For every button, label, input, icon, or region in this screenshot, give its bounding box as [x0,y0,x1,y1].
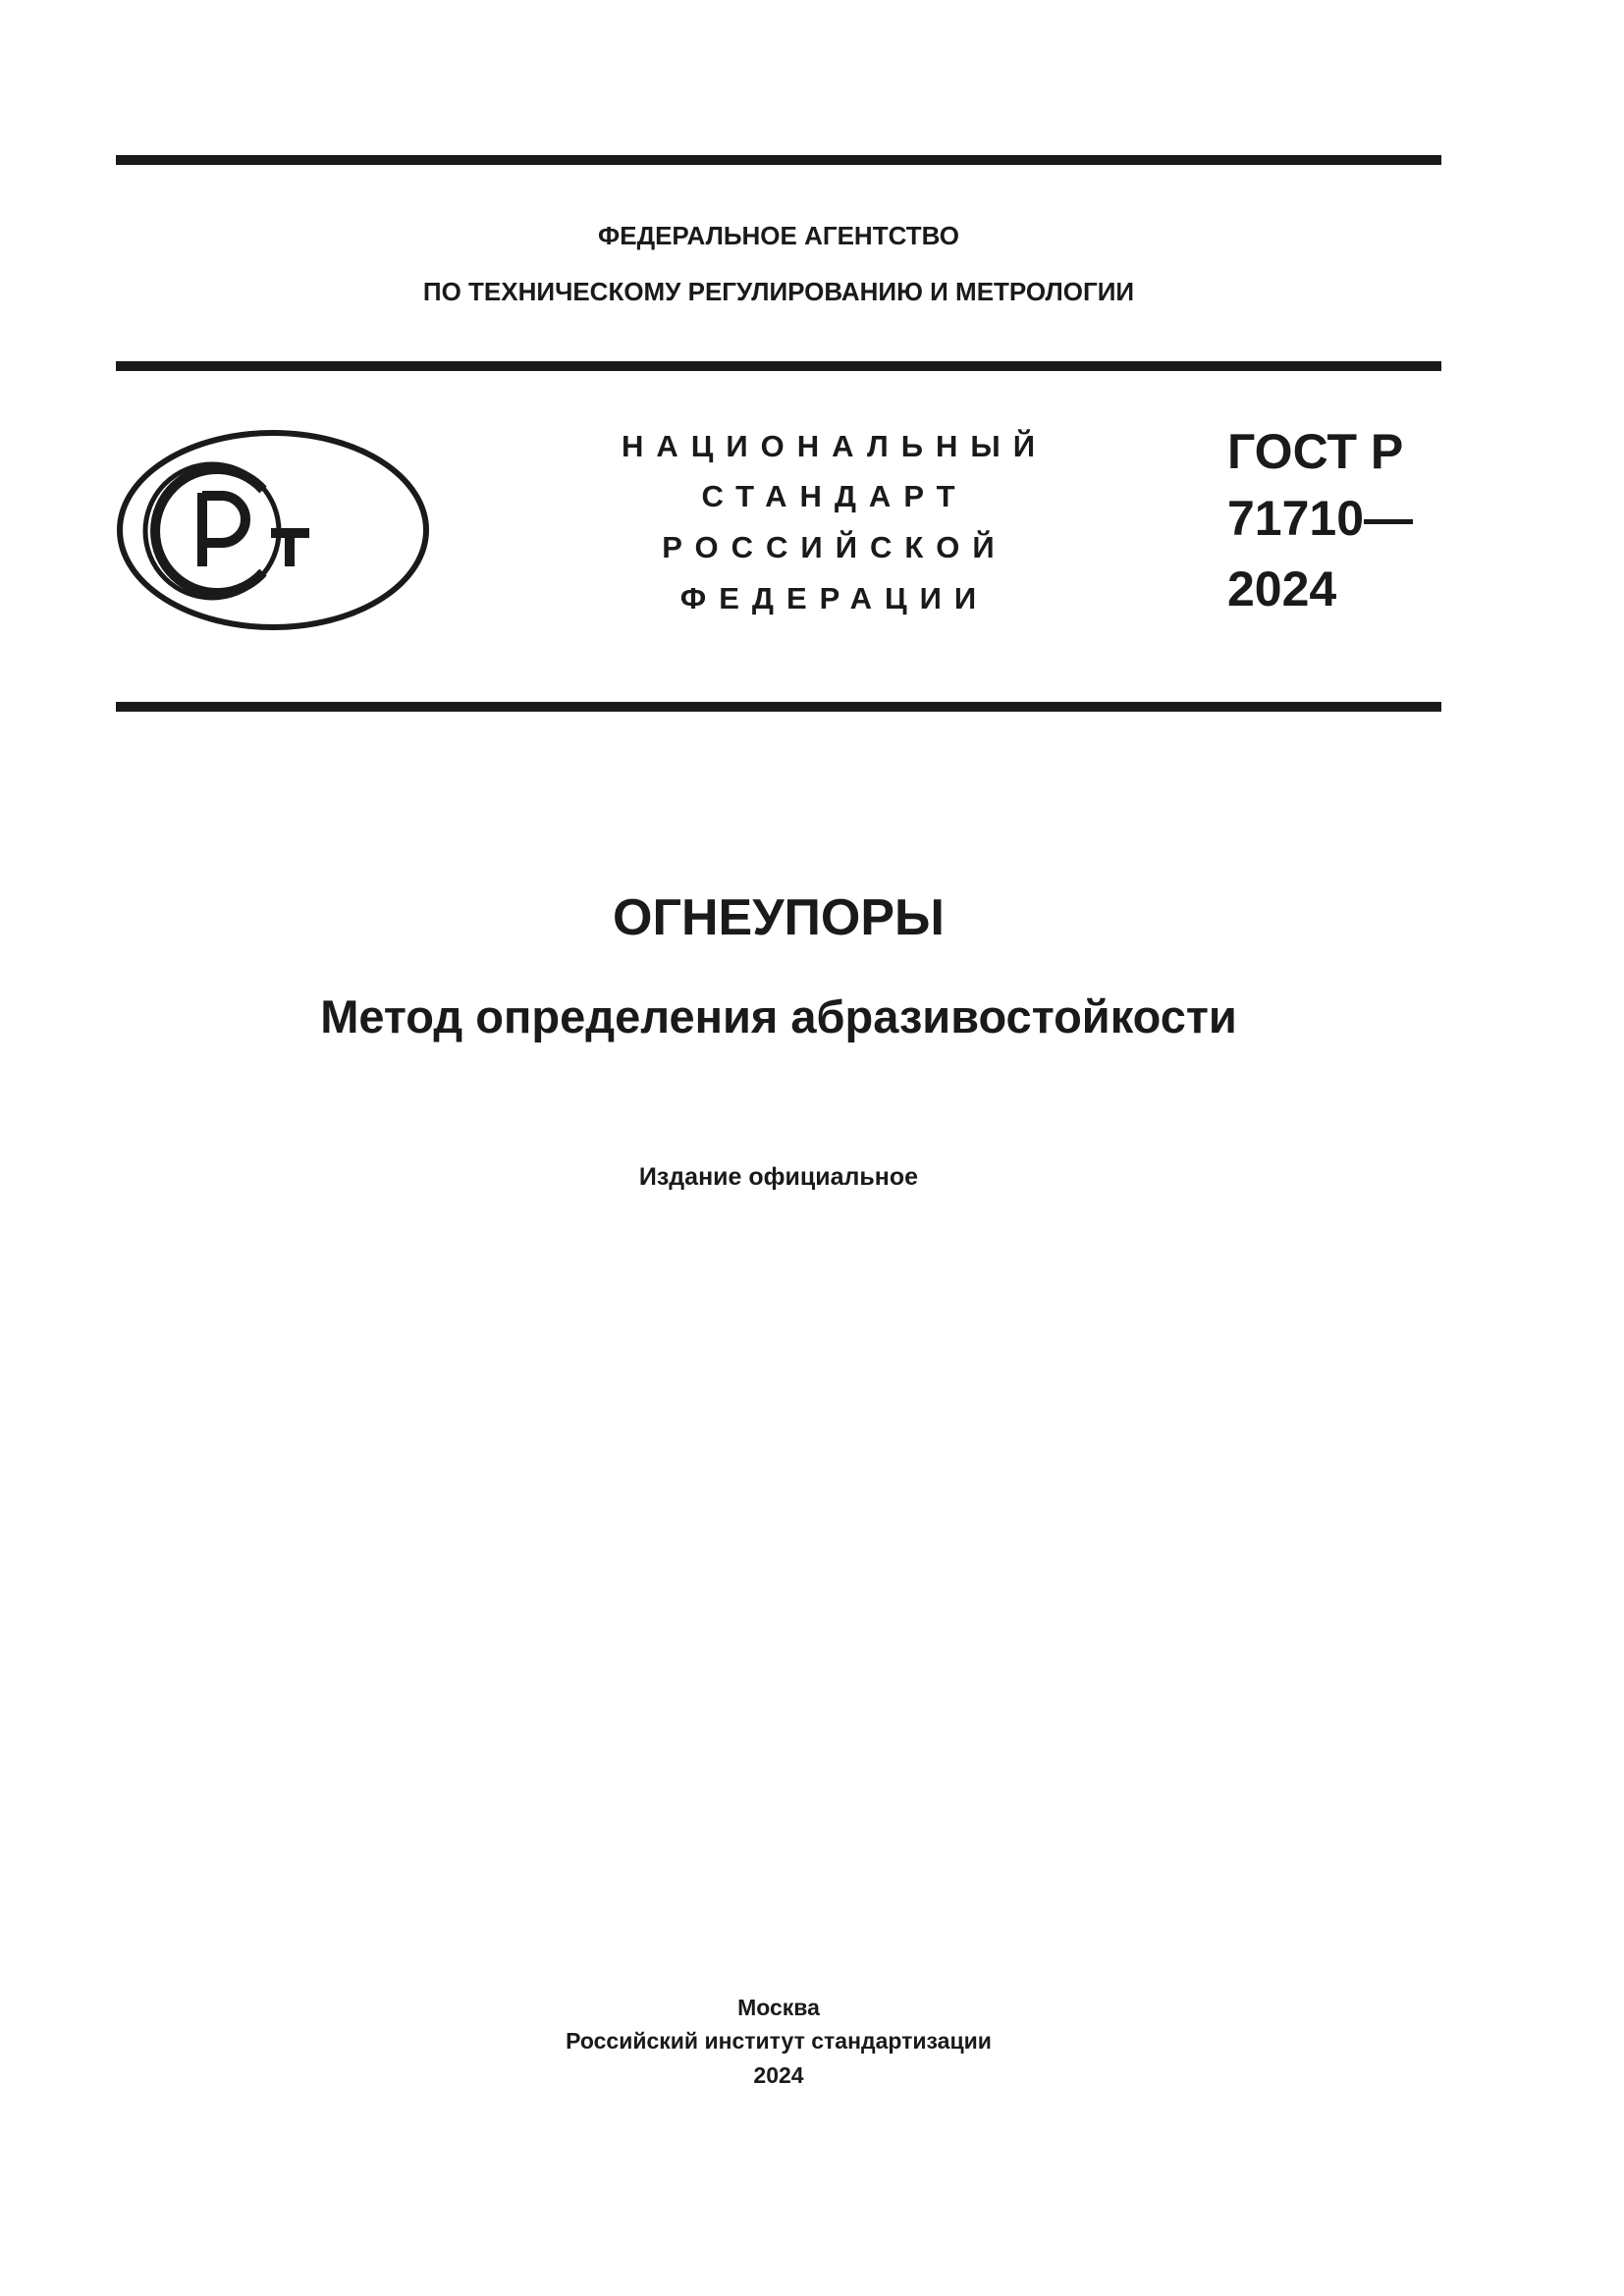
document-title: ОГНЕУПОРЫ [613,889,945,946]
document-subtitle: Метод определения абразивостойкости [320,990,1237,1042]
rst-mark-icon [116,429,430,632]
designation-line3: 2024 [1227,561,1337,616]
agency-name-line1: ФЕДЕРАЛЬНОЕ АГЕНТСТВО [598,221,959,250]
top-divider [116,155,1441,165]
designation-line2: 71710— [1227,491,1414,546]
agency-name-line2: ПО ТЕХНИЧЕСКОМУ РЕГУЛИРОВАНИЮ И МЕТРОЛОГИИ [422,277,1135,306]
standard-type-line2: СТАНДАРТ [701,479,968,513]
bottom-header-divider [116,702,1441,712]
standard-type-line3: РОССИЙСКОЙ [662,530,1007,564]
imprint-publisher: Российский институт стандартизации [566,2028,992,2054]
standard-type-line1: НАЦИОНАЛЬНЫЙ [621,429,1049,463]
imprint-year: 2024 [753,2062,804,2088]
standard-type-line4: ФЕДЕРАЦИИ [679,581,990,615]
imprint-city: Москва [737,1995,820,2020]
designation-line1: ГОСТ Р [1227,424,1404,479]
header-divider [116,361,1441,371]
edition-label: Издание официальное [638,1163,919,1191]
